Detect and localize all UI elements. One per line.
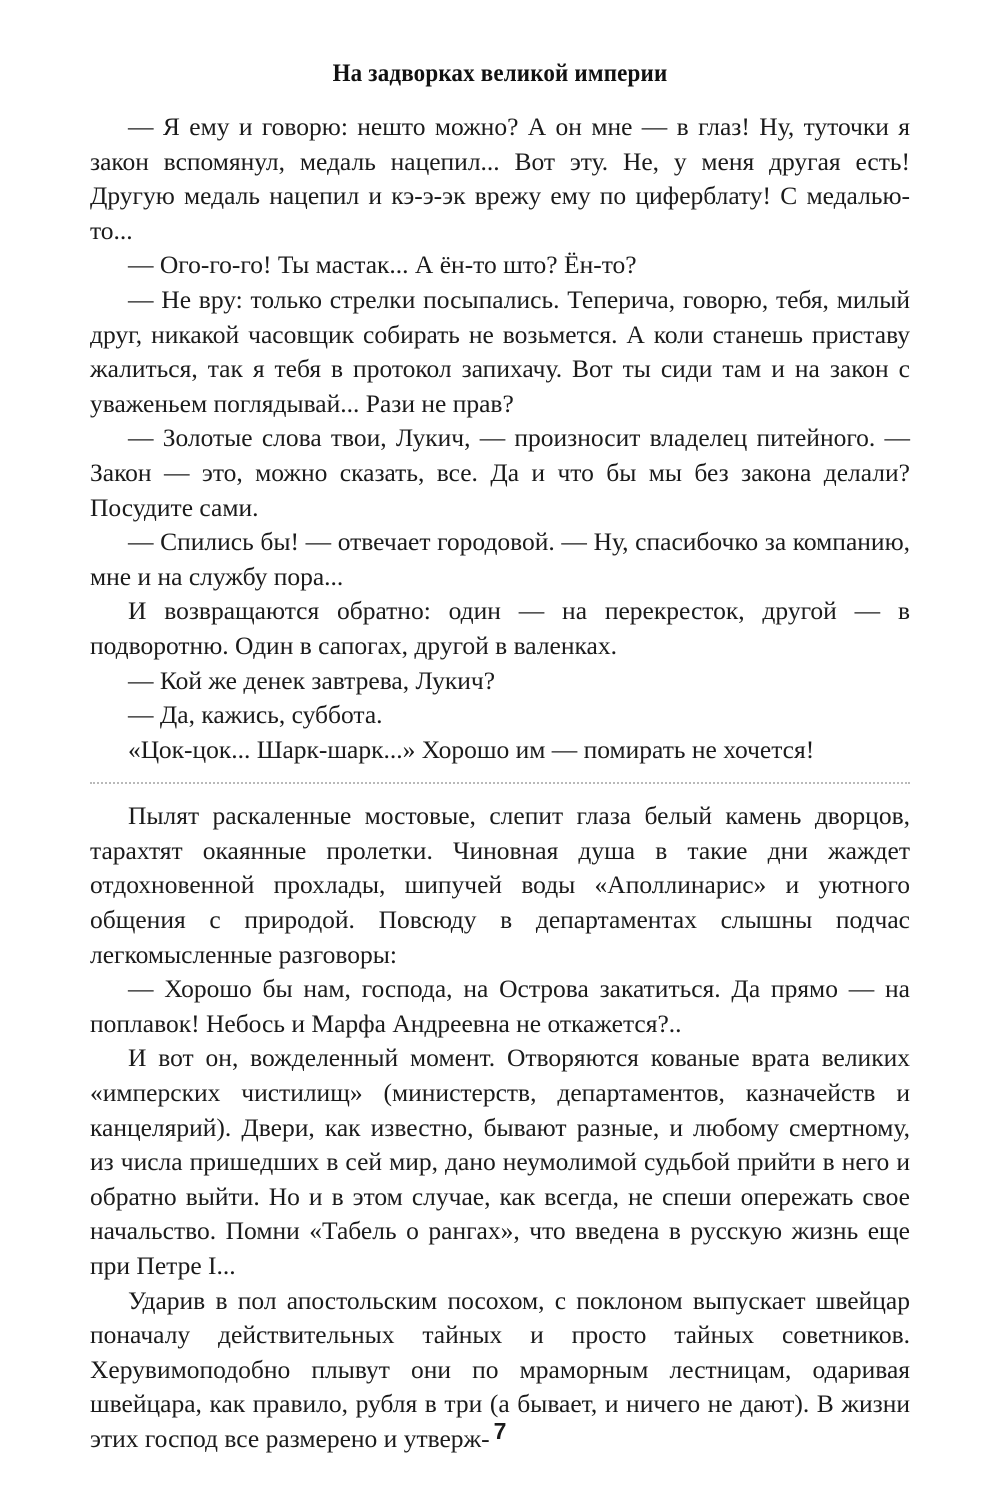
paragraph: — Да, кажись, суббота. xyxy=(128,700,383,730)
paragraph: — Спились бы! — отвечает городовой. — Ну, спасибочко за компанию, мне и на службу пора... xyxy=(90,527,910,591)
paragraph: — Кой же денек завтрева, Лукич? xyxy=(128,665,496,695)
section-two xyxy=(90,799,910,1456)
paragraph: «Цок-цок... Шарк-шарк...» Хорошо им — помирать не хочется! xyxy=(128,734,815,764)
section-one xyxy=(90,110,910,767)
paragraph: — Хорошо бы нам, господа, на Острова закатиться. Да прямо — на поплавок! Небось и Марфа Андреевна не откажется?.. xyxy=(90,974,910,1038)
paragraph: — Ого-го-го! Ты мастак... А ён-то што? Ён-то? xyxy=(128,250,637,280)
paragraph: И возвращаются обратно: один — на перекресток, другой — в подворотню. Один в сапогах, другой в валенках. xyxy=(90,596,910,660)
page-number: 7 xyxy=(493,1418,507,1444)
paragraph: Ударив в пол апостольским посохом, с поклоном выпускает швейцар поначалу действительных тайных и просто тайных советников. Херувимоподобно плывут они по мраморным лестницам, одаривая швейцара, как правило, рубля в три (а бывает, и ничего не дают). В жизни этих господ все размерено и утверж- xyxy=(90,1285,910,1453)
paragraph: — Не вру: только стрелки посыпались. Теперича, говорю, тебя, милый друг, никакой часовщик собирать не возьмется. А коли станешь приставу жалиться, так я тебя в протокол запихачу. Вот ты сиди там и на закон с уваженьем поглядывай... Рази не прав? xyxy=(90,284,910,418)
running-head: На задворках великой империи xyxy=(332,60,668,87)
body-text-block xyxy=(90,110,910,1457)
paragraph: — Золотые слова твои, Лукич, — произносит владелец питейного. — Закон — это, можно сказать, все. Да и что бы мы без закона делали? Посудите сами. xyxy=(90,423,910,522)
paragraph: И вот он, вожделенный момент. Отворяются кованые врата великих «имперских чистилищ» (министерств, департаментов, казначейств и канцелярий). Двери, как известно, бывают разные, и любому смертному, из числа пришедших в сей мир, дано неумолимой судьбой прийти в него и обратно выйти. Но и в этом случае, как всегда, не спеши опережать свое начальство. Помни «Табель о рангах», что введена в русскую жизнь еще при Петре I... xyxy=(90,1043,910,1280)
paragraph: Пылят раскаленные мостовые, слепит глаза белый камень дворцов, тарахтят окаянные пролетки. Чиновная душа в такие дни жаждет отдохновенной прохлады, шипучей воды «Аполлинарис» и уютного общения с природой. Повсюду в департаментах слышны подчас легкомысленные разговоры: xyxy=(90,801,910,969)
section-separator-dotted-rule xyxy=(90,782,910,784)
paragraph: — Я ему и говорю: нешто можно? А он мне — в глаз! Ну, туточки я закон вспомянул, медаль нацепил... Вот эту. Не, у меня другая есть! Другую медаль нацепил и кэ-э-эк врежу ему по циферблату! С медалью-то... xyxy=(90,112,910,245)
